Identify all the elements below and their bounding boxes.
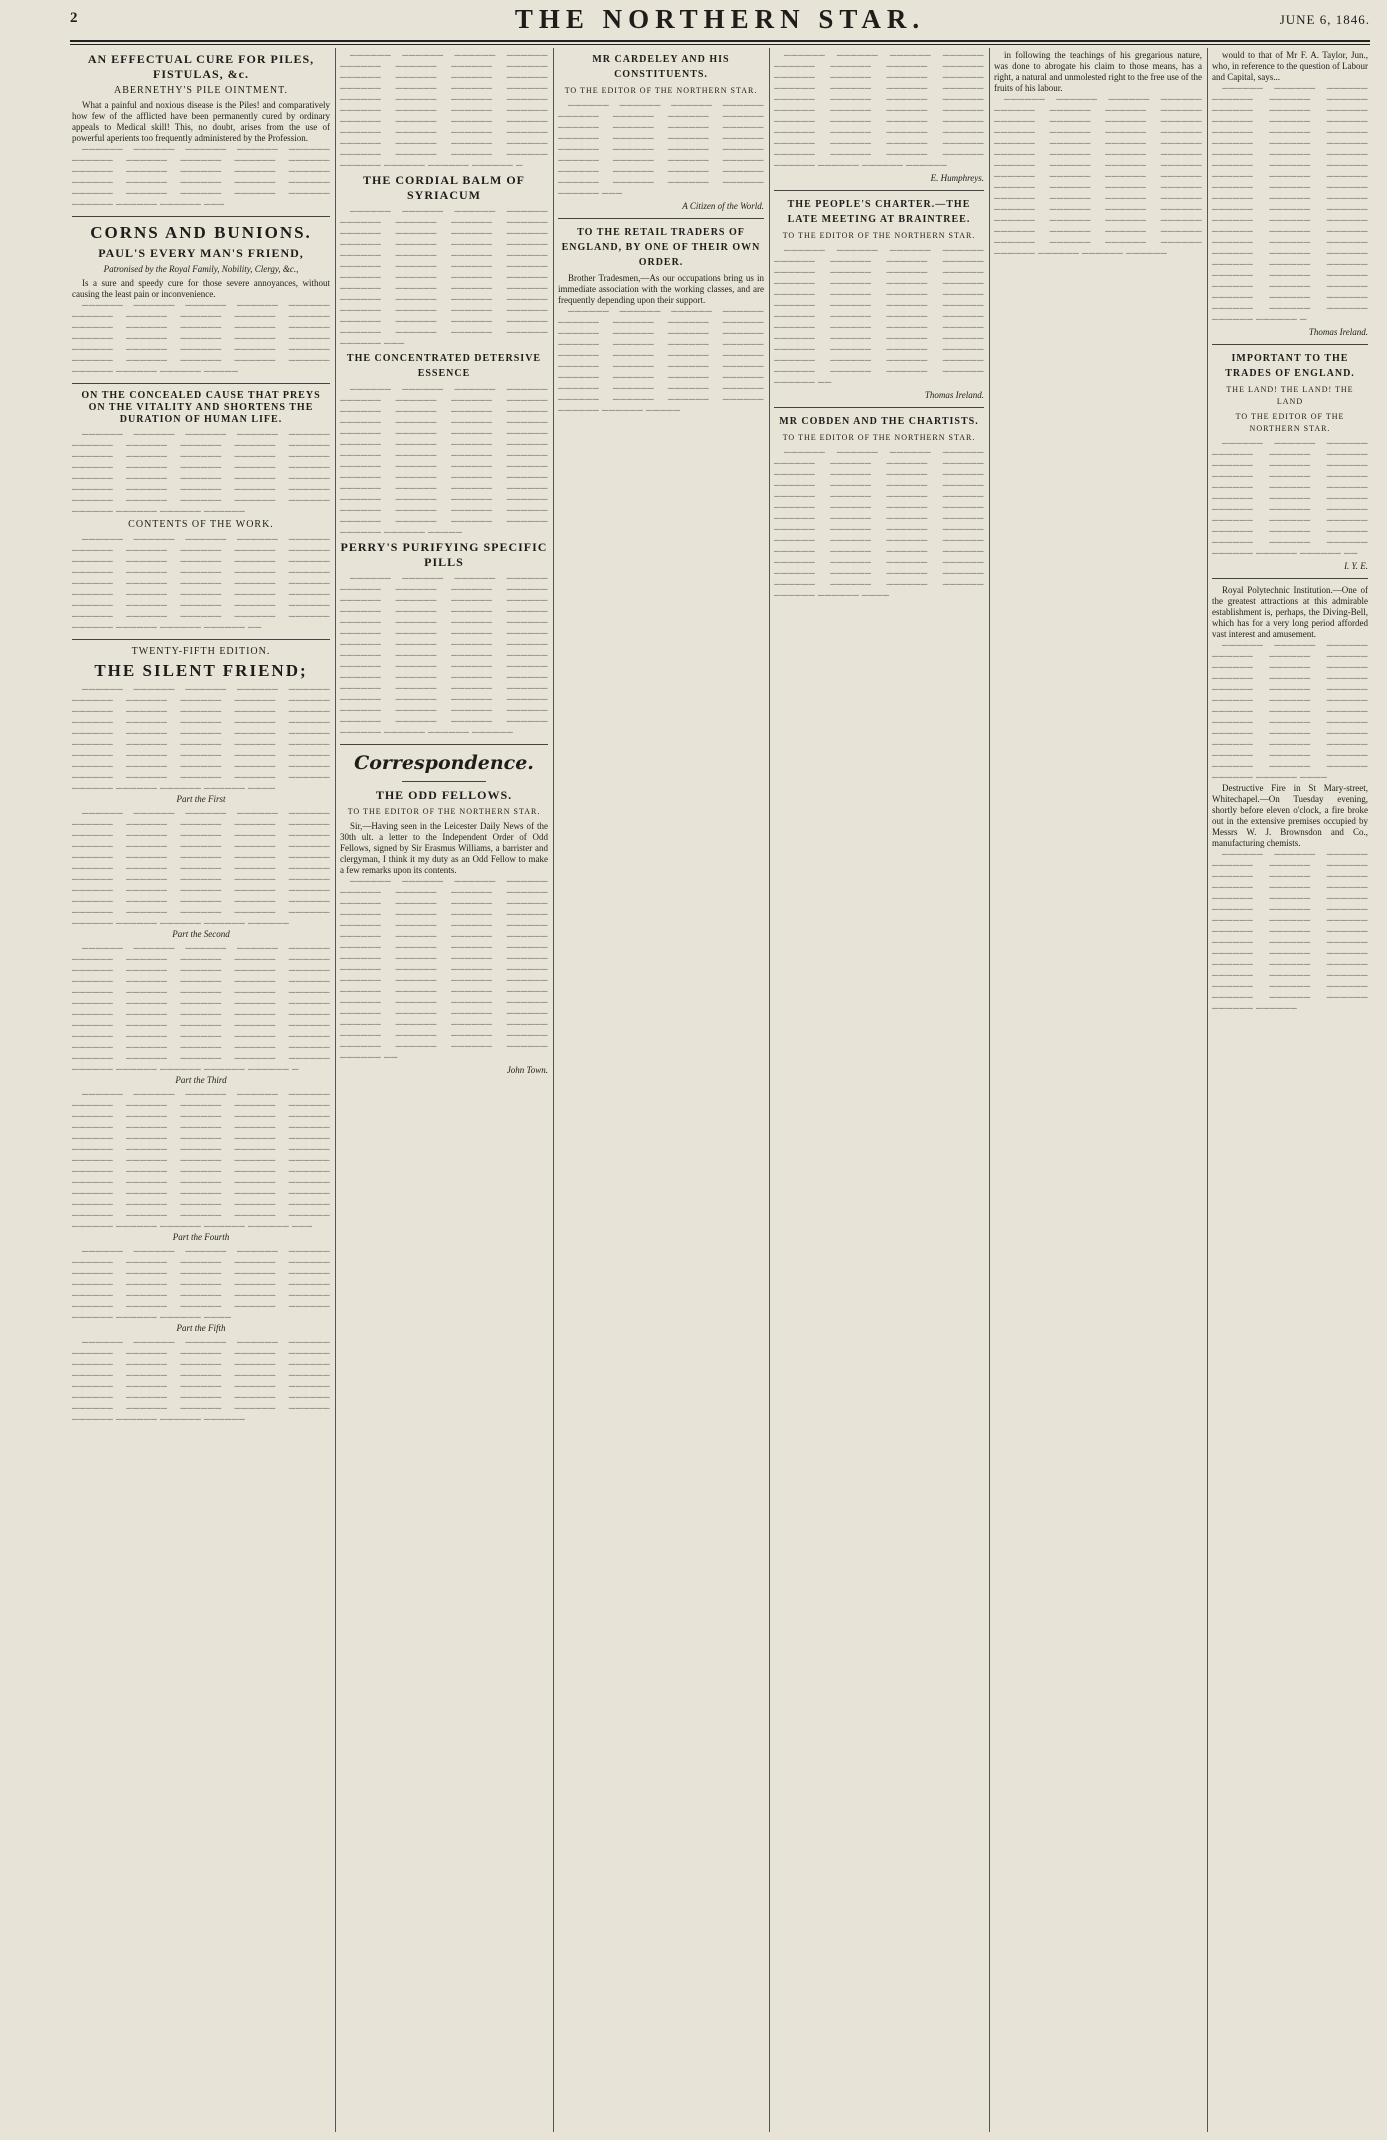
body-text-block: ────── ────── ────── ────── ────── ────── ────── ────── ────── ────── ────── ────── ────── ────── ────── ────── ────── ────── ────── ────── ────── ────── ────── ────── ────── ────── ────── ────── ────── ────── ────── ────── ────── ──	[1212, 438, 1368, 558]
body-text-block: ────── ────── ────── ────── ────── ────── ────── ────── ────── ────── ────── ────── ────── ────── ────── ────── ────── ────── ────── ────── ────── ────── ────── ────── ────── ────── ────── ────── ────── ────── ────── ────── ────── ────── ────── ────── ────── ────── ─────	[558, 306, 764, 415]
body-text-block: ────── ────── ────── ────── ────── ────── ────── ────── ────── ────── ────── ────── ────── ────── ────── ────── ────── ────── ────── ────── ────── ────── ────── ────── ────── ────── ────── ────── ────── ────── ────── ────── ────── ────── ────── ────── ────── ────── ────── ────── ────── ────── ────── ────── ─	[340, 50, 548, 170]
advert-heading-vitality: ON THE CONCEALED CAUSE THAT PREYS ON THE VITALITY AND SHORTENS THE DURATION OF HUMAN LIFE.	[81, 390, 321, 425]
masthead-rule	[70, 40, 1370, 42]
advert-patronage-line: Patronised by the Royal Family, Nobility, Clergy, &c.,	[103, 264, 299, 274]
body-text-block: ────── ────── ────── ────── ────── ────── ────── ────── ────── ────── ────── ────── ────── ────── ────── ────── ────── ────── ────── ────── ────── ────── ────── ────── ────── ────── ────── ────── ────── ────── ────── ────── ────── ────── ────── ────── ────── ────── ────	[1212, 640, 1368, 782]
body-text-block: ────── ────── ────── ────── ────── ────── ────── ────── ────── ────── ────── ────── ────── ────── ────── ────── ────── ────── ────── ────── ────── ────── ────── ────── ────── ────── ────── ────── ────── ────── ────── ────── ────── ────── ────── ────── ────── ────── ────── ────── ────── ────── ────── ────── ────── ────── ────── ────── ────── ────── ────── ────── ────── ────── ────── ────── ────── ────── ────── ──────	[994, 94, 1202, 258]
letter-heading-odd-fellows: THE ODD FELLOWS.	[375, 788, 513, 802]
body-text-block: ────── ────── ────── ────── ────── ────── ────── ────── ────── ────── ────── ────── ────── ────── ────── ────── ────── ────── ────── ────── ────── ────── ────── ────── ────── ────── ────── ────── ───	[72, 144, 330, 209]
column-4	[774, 50, 984, 2130]
body-text-block: ────── ────── ────── ────── ────── ────── ────── ────── ────── ────── ────── ────── ────── ────── ────── ────── ────── ────── ────── ────── ────── ────── ────── ────── ────── ────── ────── ────── ────── ────── ────── ────── ────── ────── ────── ────── ────── ────── ────── ────── ────── ────── ────── ────── ────── ────── ────── ────── ────── ────── ────── ────── ────── ────── ────── ────── ────── ────── ────── ──────	[340, 573, 548, 737]
body-text-block: ────── ────── ────── ────── ────── ────── ────── ────── ────── ────── ────── ────── ────── ────── ────── ────── ────── ────── ────── ────── ────── ────── ────── ────── ────── ────── ────── ────── ────── ────── ────── ────── ────── ────── ────── ────── ────── ────── ────── ────── ────── ────── ────── ────── ────── ────── ────── ────── ────── ───	[340, 206, 548, 348]
part-heading: Part the Fifth	[176, 1323, 226, 1333]
advert-heading-piles: AN EFFECTUAL CURE FOR PILES, FISTULAS, &c.	[87, 52, 315, 81]
section-divider	[72, 383, 330, 384]
body-text-block: ────── ────── ────── ────── ────── ────── ────── ────── ────── ────── ────── ────── ────── ────── ────── ────── ────── ────── ────── ────── ────── ────── ────── ────── ────── ────── ────── ────── ────── ────── ────── ────── ────── ────── ────── ────── ────── ────── ──────	[72, 429, 330, 516]
letter-heading-cobden: MR COBDEN AND THE CHARTISTS.	[779, 416, 979, 427]
part-heading: Part the Fourth	[172, 1232, 230, 1242]
column-5	[994, 50, 1202, 2130]
letter-heading-retail-traders: TO THE RETAIL TRADERS OF ENGLAND, BY ONE OF THEIR OWN ORDER.	[561, 227, 761, 268]
body-text-block: ────── ────── ────── ────── ────── ────── ────── ────── ────── ────── ────── ────── ────── ────── ────── ────── ────── ────── ────── ────── ────── ────── ────── ────── ────── ────── ────── ────── ────── ────── ────── ────── ────── ────	[72, 1246, 330, 1322]
body-text-block: ────── ────── ────── ────── ────── ────── ────── ────── ────── ────── ────── ────── ────── ────── ────── ────── ────── ────── ────── ────── ────── ────── ────── ────── ────── ────── ────── ────── ────── ────── ────── ────── ────── ───	[558, 100, 764, 198]
advert-heading-essence: THE CONCENTRATED DETERSIVE ESSENCE	[346, 353, 542, 379]
silent-friend-heading: THE SILENT FRIEND;	[94, 661, 308, 680]
news-item-fire: Destructive Fire in St Mary-street, Whitechapel.—On Tuesday evening, shortly before eleven o'clock, a fire broke out in the extensive premises occupied by Messrs W. J. Brownsdon and Co., manufacturing chemists.	[1212, 783, 1368, 848]
body-text-block: ────── ────── ────── ────── ────── ────── ────── ────── ────── ────── ────── ────── ────── ────── ────── ────── ────── ────── ────── ────── ────── ────── ────── ────── ────── ────── ────── ────── ────── ────── ────── ────── ────── ────── ────── ────── ────── ────── ────── ────── ────── ────── ────── ────── ────── ────── ────── ────── ────── ────── ────── ────── ────── ────── ────── ────── ────── ────── ────── ────── ────── ────── ────── ────── ────── ───	[72, 1089, 330, 1231]
letter-body: would to that of Mr F. A. Taylor, Jun., who, in reference to the question of Labour and Capital, says...	[1212, 50, 1368, 82]
body-text-block: ────── ────── ────── ────── ────── ────── ────── ────── ────── ────── ────── ────── ────── ────── ────── ────── ────── ────── ────── ────── ────── ────── ────── ────── ────── ────── ────── ────── ────── ────── ────── ────── ────── ────── ────── ────── ────── ────── ────── ────── ────── ────── ────── ────── ────── ────── ────── ────── ────── ────── ────── ────── ────── ────── ────── ────── ────── ────── ────── ────── ─	[72, 943, 330, 1074]
advert-subheading-ointment: ABERNETHY'S PILE OINTMENT.	[114, 85, 288, 96]
edition-heading: TWENTY-FIFTH EDITION.	[131, 646, 271, 657]
advert-heading-pills: PERRY'S PURIFYING SPECIFIC PILLS	[340, 540, 548, 569]
body-text-block: ────── ────── ────── ────── ────── ────── ────── ────── ────── ────── ────── ────── ────── ────── ────── ────── ────── ────── ────── ────── ────── ────── ────── ────── ────── ────── ────── ────── ────── ────── ────── ────── ────── ────── ────── ────── ────── ────── ────── ────── ────── ────── ────── ────── ────── ────── ────── ────── ────── ──	[774, 245, 984, 387]
letter-heading-cardeley: MR CARDELEY AND HIS CONSTITUENTS.	[592, 54, 730, 80]
letter-signature: Thomas Ireland.	[924, 390, 984, 400]
masthead	[70, 4, 1370, 40]
body-text-block: ────── ────── ────── ────── ────── ────── ────── ────── ────── ────── ────── ────── ────── ────── ────── ────── ────── ────── ────── ────── ────── ────── ────── ────── ────── ────── ────── ────── ────── ────── ────── ────── ────── ────── ────── ────── ────── ────── ────── ────── ────── ────── ────── ────── ────── ────── ────── ────── ────── ────── ────── ────── ────── ────── ────	[774, 447, 984, 600]
advert-heading-balm: THE CORDIAL BALM OF SYRIACUM	[362, 173, 525, 202]
letter-heading-trades: IMPORTANT TO THE TRADES OF ENGLAND.	[1225, 353, 1355, 379]
section-divider	[1212, 344, 1368, 345]
body-text-block: ────── ────── ────── ────── ────── ────── ────── ────── ────── ────── ────── ────── ────── ────── ────── ────── ────── ────── ────── ────── ────── ────── ────── ────── ────── ────── ────── ────── ────── ────── ────── ────── ────── ─────	[72, 300, 330, 376]
contents-heading: CONTENTS OF THE WORK.	[128, 519, 274, 530]
letter-signature: I. Y. E.	[1344, 561, 1368, 571]
letter-body: in following the teachings of his gregarious nature, was done to abrogate his claim to those means, has a right, a natural and unmolested right to the free use of the fruits of his labour.	[994, 50, 1202, 93]
body-text-block: ────── ────── ────── ────── ────── ────── ────── ────── ────── ────── ────── ────── ────── ────── ────── ────── ────── ────── ────── ────── ────── ────── ────── ────── ────── ────── ────── ────── ────── ────── ────── ────── ────── ────── ────── ────── ────── ────── ────── ────── ────── ────── ────── ────── ────── ────── ────── ────── ────── ────── ────── ────── ────── ────── ─────	[340, 384, 548, 537]
section-divider	[402, 781, 485, 782]
column-rule	[989, 48, 990, 2132]
page-number: 2	[70, 10, 78, 26]
body-text-block: ────── ────── ────── ────── ────── ────── ────── ────── ────── ────── ────── ────── ────── ────── ────── ────── ────── ────── ────── ────── ────── ────── ────── ────── ────── ────── ────── ────── ────── ────── ────── ────── ────── ────── ────── ────── ────── ────── ────── ────── ────── ────── ────── ──────	[774, 50, 984, 170]
section-title-correspondence: Correspondence.	[354, 752, 534, 774]
column-2	[340, 50, 548, 2130]
section-divider	[558, 218, 764, 219]
body-text-block: ────── ────── ────── ────── ────── ────── ────── ────── ────── ────── ────── ────── ────── ────── ────── ────── ────── ────── ────── ────── ────── ────── ────── ────── ────── ────── ────── ────── ────── ────── ────── ────── ────── ────── ────── ────── ────── ────── ────── ────── ────── ────── ────── ────── ────── ────── ────── ────── ────── ────── ────── ────── ────── ────── ────── ────── ────── ────── ────── ────── ────── ────── ────── ────── ────── ─	[1212, 83, 1368, 324]
letter-signature: John Town.	[506, 1065, 548, 1075]
issue-date: JUNE 6, 1846.	[1279, 12, 1370, 27]
body-text-block: ────── ────── ────── ────── ────── ────── ────── ────── ────── ────── ────── ────── ────── ────── ────── ────── ────── ────── ────── ────── ────── ────── ────── ────── ────── ────── ────── ────── ────── ────── ────── ────── ────── ────── ────── ────── ────── ────── ────── ────── ────── ────── ────── ──────	[1212, 849, 1368, 1013]
section-divider	[774, 190, 984, 191]
body-text-block: ────── ────── ────── ────── ────── ────── ────── ────── ────── ────── ────── ────── ────── ────── ────── ────── ────── ────── ────── ────── ────── ────── ────── ────── ────── ────── ────── ────── ────── ────── ────── ────── ────── ────── ────── ────── ────── ────── ────── ────── ────── ────── ────── ────── ────── ────── ────── ────── ────── ────	[72, 684, 330, 793]
section-divider	[340, 744, 548, 745]
advert-body: What a painful and noxious disease is the Piles! and comparatively how few of the afflicted have been permanently cured by ordinary appeals to Medical skill! This, no doubt, arises from the use of powerful aperients too frequently administered by the Profession.	[72, 100, 330, 143]
part-heading: Part the Third	[175, 1075, 227, 1085]
letter-heading-braintree: THE PEOPLE'S CHARTER.—THE LATE MEETING AT BRAINTREE.	[787, 199, 971, 225]
letter-signature: E. Humphreys.	[930, 173, 984, 183]
column-6	[1212, 50, 1368, 2130]
letter-addressee: TO THE EDITOR OF THE NORTHERN STAR.	[564, 86, 758, 95]
letter-addressee: TO THE EDITOR OF THE NORTHERN STAR.	[782, 231, 976, 240]
column-rule	[553, 48, 554, 2132]
advert-heading-corns: CORNS AND BUNIONS.	[90, 223, 312, 242]
letter-signature: Thomas Ireland.	[1308, 327, 1368, 337]
body-text-block: ────── ────── ────── ────── ────── ────── ────── ────── ────── ────── ────── ────── ────── ────── ────── ────── ────── ────── ────── ────── ────── ────── ────── ────── ────── ────── ────── ────── ────── ────── ────── ────── ────── ────── ────── ────── ────── ────── ──────	[72, 1337, 330, 1424]
column-rule	[769, 48, 770, 2132]
advert-subheading-friend: PAUL'S EVERY MAN'S FRIEND,	[98, 246, 304, 260]
section-divider	[1212, 578, 1368, 579]
letter-addressee: TO THE EDITOR OF THE NORTHERN STAR.	[347, 807, 541, 816]
letter-addressee: TO THE EDITOR OF THE NORTHERN STAR.	[1235, 412, 1345, 433]
section-divider	[72, 216, 330, 217]
column-1	[72, 50, 330, 2130]
column-3	[558, 50, 764, 2130]
masthead-rule-thin	[70, 44, 1370, 45]
letter-body: Sir,—Having seen in the Leicester Daily News of the 30th ult. a letter to the Independent Order of Odd Fellows, signed by Sir Erasmus Williams, a barrister and clergyman, I think it my duty as an Odd Fellow to make a few remarks upon its contents.	[340, 821, 548, 875]
letter-subheading-land: THE LAND! THE LAND! THE LAND	[1226, 385, 1354, 406]
section-divider	[72, 639, 330, 640]
body-text-block: ────── ────── ────── ────── ────── ────── ────── ────── ────── ────── ────── ────── ────── ────── ────── ────── ────── ────── ────── ────── ────── ────── ────── ────── ────── ────── ────── ────── ────── ────── ────── ────── ────── ────── ────── ────── ────── ────── ────── ────── ────── ────── ────── ────── ────── ────── ────── ────── ────── ────── ────── ────── ────── ────── ──────	[72, 808, 330, 928]
body-text-block: ────── ────── ────── ────── ────── ────── ────── ────── ────── ────── ────── ────── ────── ────── ────── ────── ────── ────── ────── ────── ────── ────── ────── ────── ────── ────── ────── ────── ────── ────── ────── ────── ────── ────── ────── ────── ────── ────── ────── ────── ────── ────── ────── ────── ──	[72, 534, 330, 632]
column-rule	[335, 48, 336, 2132]
column-rule	[1207, 48, 1208, 2132]
part-heading: Part the Second	[172, 929, 230, 939]
section-divider	[774, 407, 984, 408]
body-text-block: ────── ────── ────── ────── ────── ────── ────── ────── ────── ────── ────── ────── ────── ────── ────── ────── ────── ────── ────── ────── ────── ────── ────── ────── ────── ────── ────── ────── ────── ────── ────── ────── ────── ────── ────── ────── ────── ────── ────── ────── ────── ────── ────── ────── ────── ────── ────── ────── ────── ────── ────── ────── ────── ────── ────── ────── ────── ────── ────── ────── ────── ────── ────── ────── ────── ──	[340, 876, 548, 1062]
newspaper-title: THE NORTHERN STAR.	[514, 4, 926, 34]
advert-body: Is a sure and speedy cure for those severe annoyances, without causing the least pain or inconvenience.	[72, 278, 330, 299]
part-heading: Part the First	[176, 794, 226, 804]
news-item-polytechnic: Royal Polytechnic Institution.—One of the greatest attractions at this admirable establishment is, perhaps, the Diving-Bell, which has for a very long period afforded vast interest and amusement.	[1212, 585, 1368, 639]
letter-body: Brother Tradesmen,—As our occupations bring us in immediate association with the working classes, and are frequently depending upon their support.	[558, 273, 764, 305]
letter-addressee: TO THE EDITOR OF THE NORTHERN STAR.	[782, 433, 976, 442]
letter-signature: A Citizen of the World.	[682, 201, 764, 211]
